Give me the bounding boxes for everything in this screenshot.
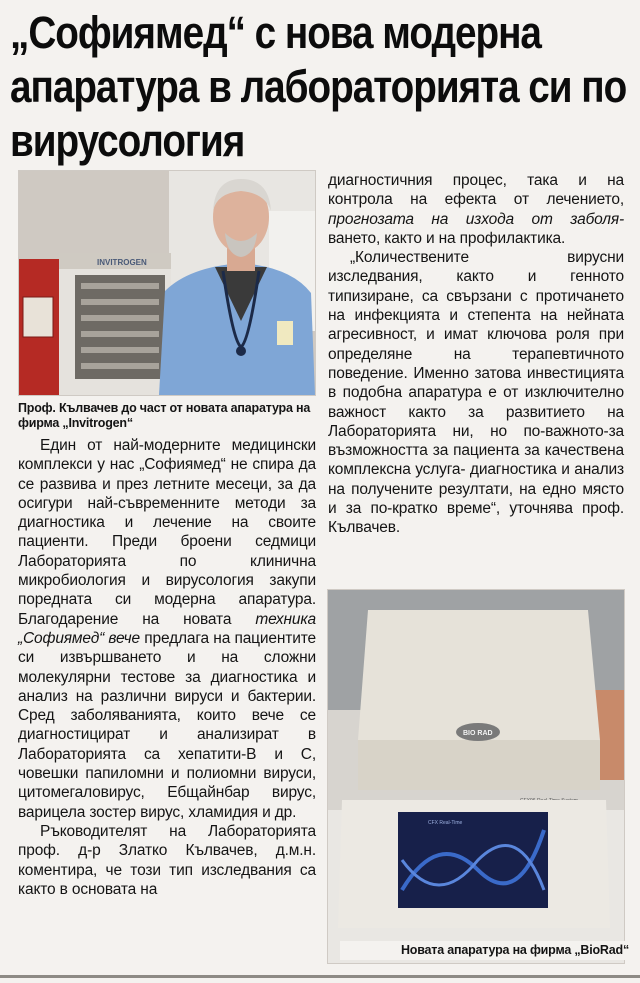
invitrogen-label: INVITROGEN	[97, 258, 147, 267]
diagnostics-text-b: ването, както и на профилактика.	[328, 229, 566, 247]
article-column-left	[18, 436, 316, 899]
svg-text:CFX Real-Time: CFX Real-Time	[428, 820, 463, 826]
intro-text-a: Един от най-модерните медицински комплекси у нас „Софиямед“ не спира да се развива и през летните месеци, за да осигури най-съвременните методи за диагностика и лечение на своите пациенти. Преди броени седмици Лабораторията по клинична микробиология и вирусология закупи поредната си модерна апаратура. Благодарение на новата	[18, 437, 316, 628]
paragraph-quote: „Количествените вирусни изследвания, както и генното типизиране, са свързани с протичането на инфекцията и степента на нейната агресивност, и имат ключова роля при определяне на терапевтичното поведение. Именно затова инвестицията в подобна апаратура е от изключително важност както за развитието на Лабораторията ни, но по-важното-за възможността за пациента за качествена комплексна услуга- диагностика и анализ на получените резултати, на едно място и за по-кратко време“, уточнява проф. Кълвачев.	[328, 249, 624, 537]
diagnostics-text-a: диагностичния процес, така и на контрола на ефекта от лечението,	[328, 172, 624, 209]
bottom-rule	[0, 975, 640, 978]
intro-text-italic: техника „Софиямед“ вече	[18, 610, 316, 647]
intro-text-b: предлага на пациентите си извършването и на сложни молекулярни тестове за диагностика и анализ на различни вируси и бактерии. Сред заболяванията, които вече се диагностицират и анализират в Лабораторията са хепатити-В и С, човешки папиломни и полиомни вируси, цитомегаловирус, Ебщайнбар вирус, варицела зостер вирус, хламидия и др.	[18, 629, 316, 821]
biorad-photo-caption: Новата апаратура на фирма „BioRad“	[340, 941, 633, 960]
biorad-photo	[327, 589, 625, 964]
article-column-right	[328, 171, 624, 538]
biorad-logo-text: BIO RAD	[463, 730, 493, 737]
diagnostics-text-italic: прогнозата на изхода от заболя-	[328, 210, 624, 228]
professor-photo-illustration	[19, 171, 315, 395]
article-headline: „Софиямед“ с нова модерна апаратура в лабораторията си по вирусология	[10, 7, 627, 166]
biorad-photo-illustration	[328, 590, 624, 963]
paragraph-diagnostics	[328, 171, 624, 248]
professor-photo-caption: Проф. Кълвачев до част от новата апаратура на фирма „Invitrogen“	[18, 401, 311, 430]
professor-photo	[18, 170, 316, 396]
paragraph-head-comment: Ръководителят на Лабораторията проф. д-р Златко Кълвачев, д.м.н. коментира, че този тип изследвания са както в основата на	[18, 822, 316, 898]
paragraph-intro	[18, 436, 316, 822]
